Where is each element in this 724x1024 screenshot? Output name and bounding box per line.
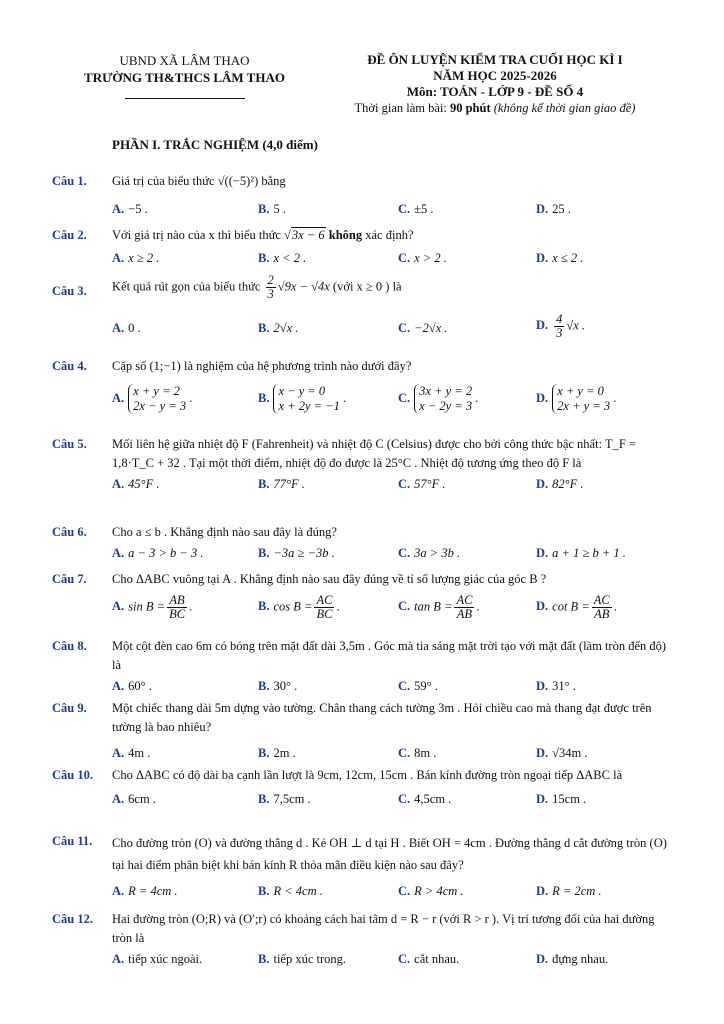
- option-b[interactable]: B. cos B = $\frac{AC}{BC}$ .: [258, 593, 340, 621]
- answer-options: [112, 950, 677, 970]
- question: Câu 5. Mối liên hệ giữa nhiệt độ F (Fahrenheit) và nhiệt độ C (Celsius) được cho bởi công thức bậc nhất: T_F = 1,8·T_C + 32 . Tại một thời điểm, nhiệt độ đo được là 25°C . Nhiệt độ tương ứng theo độ F là A. 45°F . B. 77°F . C. 57°F . D. 82°F .: [52, 435, 677, 495]
- option-d[interactable]: D. √34m .: [536, 746, 588, 760]
- option-c[interactable]: C. R > 4cm .: [398, 884, 464, 898]
- answer-options: [112, 200, 677, 220]
- question: Câu 3. Kết quả rút gọn của biểu thức $\frac{2}{3}$ √9x − √4x (với x ≥ 0 ) là A. 0 . B. 2√x . C. −2√x . D. $\frac{4}{3}$ √x .: [52, 274, 677, 341]
- question: Câu 10. Cho ΔABC có độ dài ba cạnh lần lượt là 9cm, 12cm, 15cm . Bán kính đường tròn ngoại tiếp ΔABC là A. 6cm . B. 7,5cm . C. 4,5cm . D. 15cm .: [52, 766, 677, 810]
- option-a[interactable]: A. R = 4cm .: [112, 884, 178, 898]
- answer-options: [112, 882, 677, 902]
- commune-name: UBND XÃ LÂM THAO: [119, 53, 250, 68]
- option-c[interactable]: C. 3a > 3b .: [398, 546, 461, 560]
- option-c[interactable]: C. tan B = $\frac{AC}{AB}$ .: [398, 593, 480, 621]
- option-d[interactable]: D. 25 .: [536, 202, 571, 216]
- answer-options: [112, 313, 677, 341]
- option-b[interactable]: B. 2√x .: [258, 321, 299, 335]
- option-a[interactable]: A. 60° .: [112, 679, 152, 693]
- school-header: [62, 52, 307, 103]
- option-d[interactable]: D. 82°F .: [536, 477, 584, 491]
- option-b[interactable]: B. 2m .: [258, 746, 296, 760]
- answer-options: [112, 594, 677, 628]
- answer-options: [112, 249, 677, 269]
- option-b[interactable]: B. 30° .: [258, 679, 298, 693]
- option-c[interactable]: C. ±5 .: [398, 202, 434, 216]
- option-d[interactable]: D. R = 2cm .: [536, 884, 602, 898]
- option-a[interactable]: A. 6cm .: [112, 792, 156, 806]
- question: Câu 6. Cho a ≤ b . Khẳng định nào sau đây là đúng? A. a − 3 > b − 3 . B. −3a ≥ −3b . C. 3a > 3b . D. a + 1 ≥ b + 1 .: [52, 523, 677, 564]
- school-name: TRƯỜNG TH&THCS LÂM THAO: [84, 70, 285, 85]
- question: Câu 4. Cặp số (1;−1) là nghiệm của hệ phương trình nào dưới đây? A. x + y = 2 2x − y = 3 . B. x − y = 0 x + 2y = −1 . C. 3x + y = 2 x − 2y = 3 . D. x + y = 0 2x + y = 3 .: [52, 357, 677, 418]
- option-d[interactable]: D. a + 1 ≥ b + 1 .: [536, 546, 626, 560]
- option-a[interactable]: A. 4m .: [112, 746, 151, 760]
- option-a[interactable]: A. x + y = 2 2x − y = 3 .: [112, 384, 193, 413]
- option-c[interactable]: C. 3x + y = 2 x − 2y = 3 .: [398, 384, 479, 413]
- option-b[interactable]: B. 77°F .: [258, 477, 305, 491]
- exam-header: [320, 52, 670, 116]
- subject-line: Môn: TOÁN - LỚP 9 - ĐỀ SỐ 4: [406, 84, 584, 99]
- answer-options: [112, 384, 677, 418]
- question: Câu 8. Một cột đèn cao 6m có bóng trên mặt đất dài 3,5m . Góc mà tia sáng mặt trời tạo với mặt đất (làm tròn đến độ) là A. 60° . B. 30° . C. 59° . D. 31° .: [52, 637, 677, 697]
- header-divider: [125, 98, 245, 99]
- option-b[interactable]: B. 7,5cm .: [258, 792, 311, 806]
- question: Câu 11. Cho đường tròn (O) và đường thẳng d . Kẻ OH ⊥ d tại H . Biết OH = 4cm . Đường thẳng d cắt đường tròn (O) tại hai điểm phân biệt khi bán kính R thỏa mãn điều kiện nào sau đây? A. R = 4cm . B. R < 4cm . C. R > 4cm . D. R = 2cm .: [52, 832, 677, 902]
- option-a[interactable]: A. sin B = $\frac{AB}{BC}$ .: [112, 593, 193, 621]
- option-c[interactable]: C. 4,5cm .: [398, 792, 452, 806]
- option-d[interactable]: D. cot B = $\frac{AC}{AB}$ .: [536, 593, 617, 621]
- option-b[interactable]: B. x − y = 0 x + 2y = −1 .: [258, 384, 347, 413]
- option-c[interactable]: C. 8m .: [398, 746, 437, 760]
- answer-options: [112, 475, 677, 495]
- school-year: NĂM HỌC 2025-2026: [433, 68, 557, 83]
- option-c[interactable]: C. −2√x .: [398, 321, 448, 335]
- question: Câu 2. Với giá trị nào của x thì biểu thức √3x − 6 không xác định? A. x ≥ 2 . B. x < 2 . C. x > 2 . D. x ≤ 2 .: [52, 226, 677, 269]
- option-a[interactable]: A. x ≥ 2 .: [112, 251, 160, 265]
- option-b[interactable]: B. tiếp xúc trong.: [258, 952, 347, 966]
- option-d[interactable]: D. $\frac{4}{3}$ √x .: [536, 312, 586, 340]
- option-b[interactable]: B. 5 .: [258, 202, 286, 216]
- option-a[interactable]: A. a − 3 > b − 3 .: [112, 546, 204, 560]
- option-d[interactable]: D. x ≤ 2 .: [536, 251, 584, 265]
- option-b[interactable]: B. R < 4cm .: [258, 884, 323, 898]
- option-b[interactable]: B. −3a ≥ −3b .: [258, 546, 335, 560]
- option-a[interactable]: A. tiếp xúc ngoài.: [112, 952, 203, 966]
- option-b[interactable]: B. x < 2 .: [258, 251, 307, 265]
- option-c[interactable]: C. cắt nhau.: [398, 952, 460, 966]
- answer-options: [112, 790, 677, 810]
- answer-options: [112, 677, 677, 697]
- option-d[interactable]: D. x + y = 0 2x + y = 3 .: [536, 384, 617, 413]
- section-title: PHẦN I. TRẮC NGHIỆM (4,0 điểm): [112, 137, 318, 152]
- option-d[interactable]: D. 15cm .: [536, 792, 587, 806]
- exam-title: ĐỀ ÔN LUYỆN KIỂM TRA CUỐI HỌC KÌ I: [367, 52, 623, 67]
- option-a[interactable]: A. 45°F .: [112, 477, 160, 491]
- question: Câu 9. Một chiếc thang dài 5m dựng vào tường. Chân thang cách tường 3m . Hỏi chiều cao mà thang đạt được trên tường là bao nhiêu? A. 4m . B. 2m . C. 8m . D. √34m .: [52, 699, 677, 764]
- time-line: Thời gian làm bài: 90 phút (không kể thời gian giao đề): [354, 101, 636, 115]
- question: Câu 1. Giá trị của biểu thức √((−5)²) bằng A. −5 . B. 5 . C. ±5 . D. 25 .: [52, 172, 677, 220]
- option-a[interactable]: A. 0 .: [112, 321, 141, 335]
- option-c[interactable]: C. x > 2 .: [398, 251, 447, 265]
- option-d[interactable]: D. đựng nhau.: [536, 952, 609, 966]
- option-c[interactable]: C. 59° .: [398, 679, 438, 693]
- question: Câu 7. Cho ΔABC vuông tại A . Khẳng định nào sau đây đúng về tỉ số lượng giác của góc B ? A. sin B = $\frac{AB}{BC}$ . B. cos B = $\frac{AC}{BC}$ . C. tan B = $\frac{AC}{AB}$ . D. cot B = $\frac{AC}{AB}$ .: [52, 570, 677, 628]
- option-c[interactable]: C. 57°F .: [398, 477, 446, 491]
- option-a[interactable]: A. −5 .: [112, 202, 148, 216]
- answer-options: [112, 544, 677, 564]
- option-d[interactable]: D. 31° .: [536, 679, 576, 693]
- question: Câu 12. Hai đường tròn (O;R) và (O′;r) có khoảng cách hai tâm d = R − r (với R > r ). Vị trí tương đối của hai đường tròn là A. tiếp xúc ngoài. B. tiếp xúc trong. C. cắt nhau. D. đựng nhau.: [52, 910, 677, 970]
- answer-options: [112, 744, 677, 764]
